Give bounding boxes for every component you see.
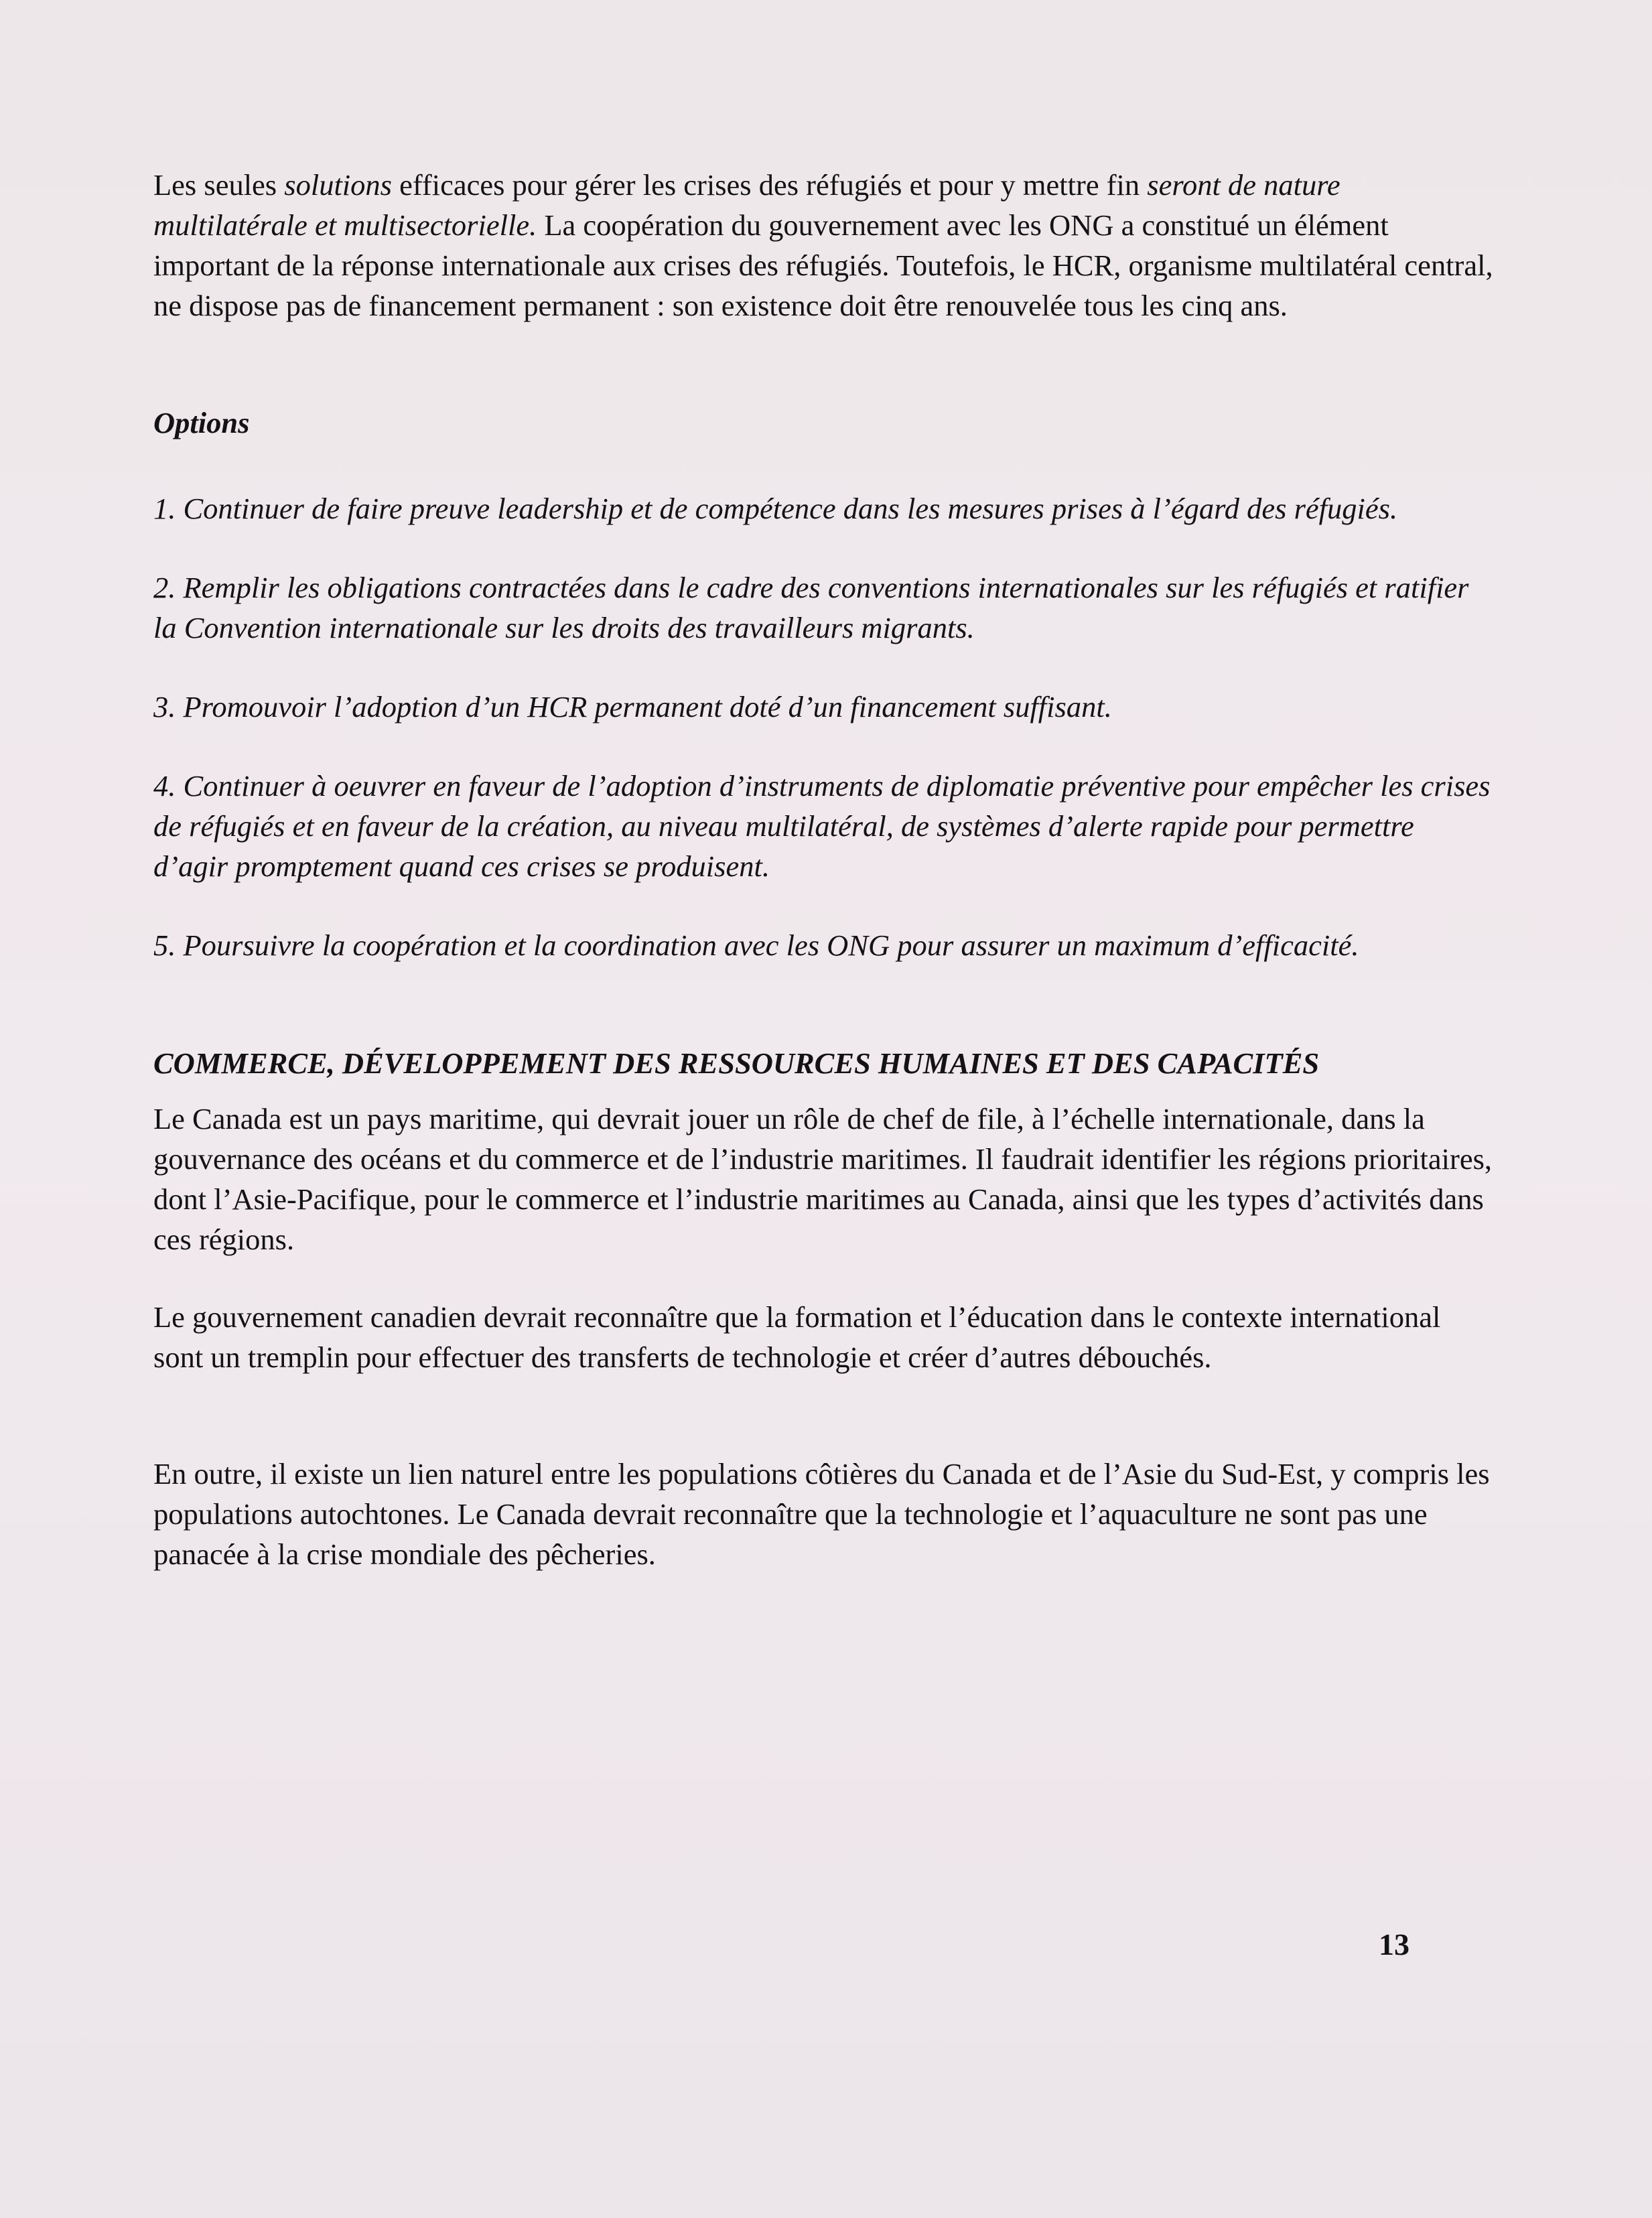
section-heading-commerce: COMMERCE, DÉVELOPPEMENT DES RESSOURCES HUMAINES ET DES CAPACITÉS bbox=[153, 1046, 1320, 1080]
option-item-4: 4. Continuer à oeuvrer en faveur de l’adoption d’instruments de diplomatie préventive pour empêcher les crises de réfugiés et en faveur de la création, au niveau multilatéral, de systèmes d’alerte rapide pour permettre d’agir promptement quand ces crises se produisent. bbox=[153, 769, 1491, 883]
intro-emphasis-solutions: solutions bbox=[284, 168, 392, 202]
options-heading: Options bbox=[153, 406, 250, 439]
paragraph-populations: En outre, il existe un lien naturel entre les populations côtières du Canada et de l’Asie du Sud-Est, y compris les populations autochtones. Le Canada devrait reconnaître que la technologie et l’aquaculture ne sont pas une panacée à la crise mondiale des pêcheries. bbox=[153, 1457, 1490, 1571]
intro-text-3: La coopération du gouvernement avec les ONG a constitué un élément important de la réponse internationale aux crises des réfugiés. Toutefois, le HCR, organisme multilatéral central, ne dispose pas de financement permanent : son existence doit être renouvelée tous les cinq ans. bbox=[153, 208, 1493, 322]
intro-text-1: Les seules bbox=[153, 168, 285, 202]
paragraph-formation: Le gouvernement canadien devrait reconnaître que la formation et l’éducation dans le contexte international sont un tremplin pour effectuer des transferts de technologie et créer d’autres débouchés. bbox=[153, 1300, 1441, 1374]
option-item-1: 1. Continuer de faire preuve leadership et de compétence dans les mesures prises à l’égard des réfugiés. bbox=[153, 492, 1398, 525]
paragraph-maritime: Le Canada est un pays maritime, qui devrait jouer un rôle de chef de file, à l’échelle internationale, dans la gouvernance des océans et du commerce et de l’industrie maritimes. Il faudrait identifier les régions prioritaires, dont l’Asie-Pacifique, pour le commerce et l’industrie maritimes au Canada, ainsi que les types d’activités dans ces régions. bbox=[153, 1102, 1493, 1256]
option-item-3: 3. Promouvoir l’adoption d’un HCR permanent doté d’un financement suffisant. bbox=[153, 690, 1112, 723]
intro-emphasis-multilateral: seront de nature multilatérale et multisectorielle. bbox=[153, 168, 1340, 242]
page-content bbox=[153, 165, 1493, 1574]
option-item-5: 5. Poursuivre la coopération et la coordination avec les ONG pour assurer un maximum d’efficacité. bbox=[153, 928, 1359, 962]
option-item-2: 2. Remplir les obligations contractées dans le cadre des conventions internationales sur les réfugiés et ratifier la Convention internationale sur les droits des travailleurs migrants. bbox=[153, 571, 1469, 644]
intro-paragraph bbox=[153, 165, 1493, 326]
page-number: 13 bbox=[1379, 1927, 1409, 1961]
intro-text-2: efficaces pour gérer les crises des réfugiés et pour y mettre fin bbox=[392, 168, 1148, 202]
